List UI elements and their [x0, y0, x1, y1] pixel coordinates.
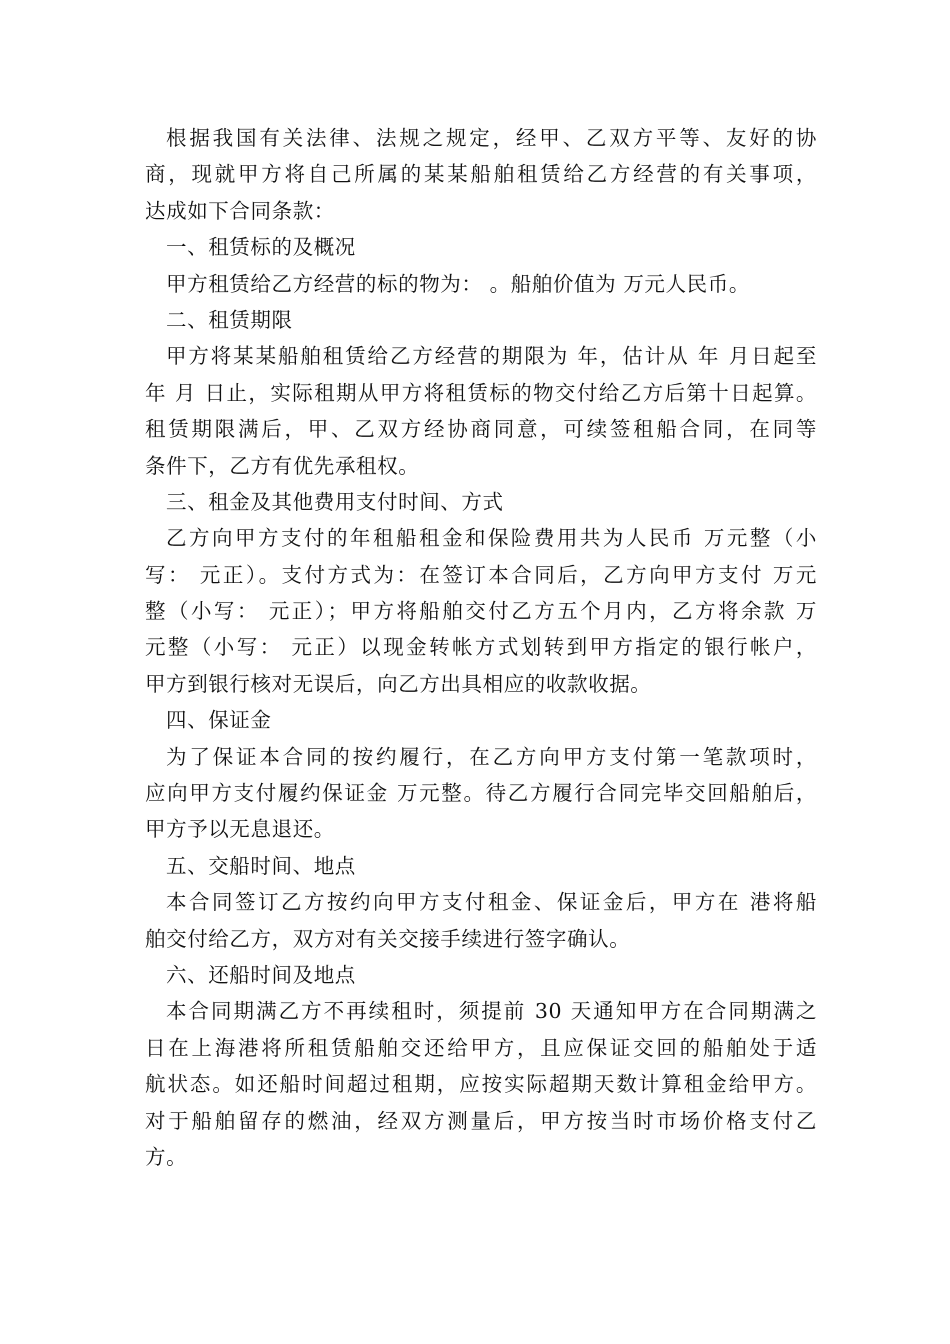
- section-3-text: 元整（小写： 元正）以现金转帐方式划转到甲方指定的银行帐户，: [145, 635, 817, 660]
- section-4-text: 为了保证本合同的按约履行，在乙方向甲方支付第一笔款项时，: [166, 744, 817, 769]
- section-3-text: 整（小写： 元正）；甲方将船舶交付乙方五个月内，乙方将余款 万: [145, 599, 817, 624]
- section-6-text: 对于船舶留存的燃油，经双方测量后，甲方按当时市场价格支付乙: [145, 1108, 817, 1133]
- section-6-text: 本合同期满乙方不再续租时，须提前 30 天通知甲方在合同期满之: [166, 999, 817, 1024]
- section-4-text: 应向甲方支付履约保证金 万元整。待乙方履行合同完毕交回船舶后，: [145, 781, 817, 806]
- section-6-text: 航状态。如还船时间超过租期，应按实际超期天数计算租金给甲方。: [145, 1072, 817, 1097]
- section-2-text: 年 月 日止，实际租期从甲方将租赁标的物交付给乙方后第十日起算。: [145, 380, 817, 405]
- section-1-text: 甲方租赁给乙方经营的标的物为： 。船舶价值为 万元人民币。: [166, 271, 750, 296]
- section-heading-6: 六、还船时间及地点: [166, 962, 356, 987]
- paragraph-intro-line: 达成如下合同条款：: [145, 198, 335, 223]
- section-3-text: 乙方向甲方支付的年租船租金和保险费用共为人民币 万元整（小: [166, 526, 817, 551]
- section-heading-3: 三、租金及其他费用支付时间、方式: [166, 489, 504, 514]
- section-2-text: 租赁期限满后，甲、乙双方经协商同意，可续签租船合同，在同等: [145, 417, 817, 442]
- section-heading-4: 四、保证金: [166, 708, 272, 733]
- section-2-text: 条件下，乙方有优先承租权。: [145, 453, 420, 478]
- paragraph-intro-line: 根据我国有关法律、法规之规定，经甲、乙双方平等、友好的协: [166, 126, 817, 150]
- section-5-text: 本合同签订乙方按约向甲方支付租金、保证金后，甲方在 港将船: [166, 890, 817, 915]
- section-4-text: 甲方予以无息退还。: [145, 817, 335, 842]
- section-heading-5: 五、交船时间、地点: [166, 853, 356, 878]
- section-3-text: 甲方到银行核对无误后，向乙方出具相应的收款收据。: [145, 671, 652, 696]
- section-6-text: 日在上海港将所租赁船舶交还给甲方，且应保证交回的船舶处于适: [145, 1035, 817, 1060]
- section-heading-2: 二、租赁期限: [166, 307, 293, 332]
- section-2-text: 甲方将某某船舶租赁给乙方经营的期限为 年，估计从 年 月日起至: [166, 344, 817, 369]
- section-3-text: 写： 元正）。支付方式为：在签订本合同后，乙方向甲方支付 万元: [145, 562, 817, 587]
- section-heading-1: 一、租赁标的及概况: [166, 235, 356, 260]
- section-6-text: 方。: [145, 1144, 188, 1169]
- section-5-text: 舶交付给乙方，双方对有关交接手续进行签字确认。: [145, 926, 631, 951]
- contract-body: [145, 120, 817, 1175]
- paragraph-intro-line: 商，现就甲方将自己所属的某某船舶租赁给乙方经营的有关事项，: [145, 162, 817, 187]
